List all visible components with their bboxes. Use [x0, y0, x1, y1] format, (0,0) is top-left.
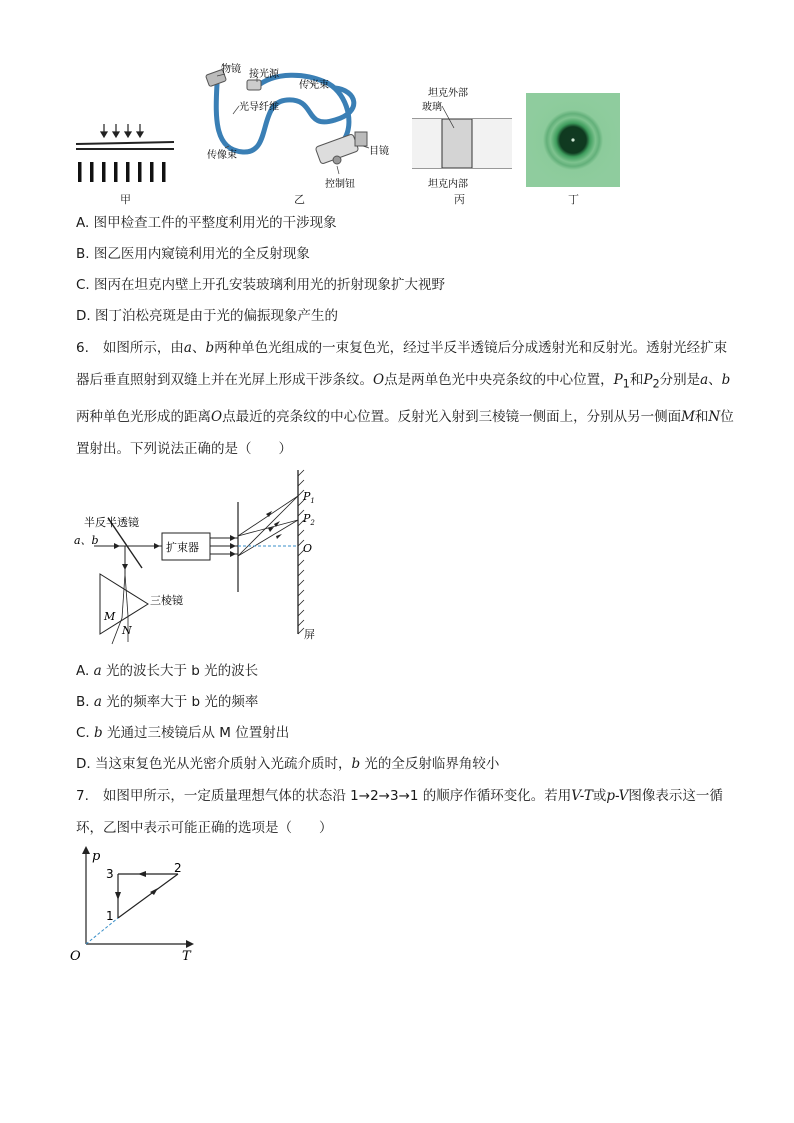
label-N: N: [122, 624, 132, 637]
label-objective: 物镜: [221, 64, 241, 75]
label-expander: 扩束器: [166, 541, 199, 554]
label-glass: 玻璃: [422, 102, 442, 113]
label-P1: $P_1$: [303, 490, 315, 505]
figure-bing-tank: [410, 84, 514, 189]
label-P2: $P_2$: [303, 512, 315, 527]
q5-option-a: A. 图甲检查工件的平整度利用光的干涉现象: [76, 215, 337, 231]
q6-stem: 6. 如图所示，由a、b两种单色光组成的一束复色光，经过半反半透镜后分成透射光和反射光。透射光经扩束器后垂直照射到双缝上并在光屏上形成干涉条纹。O点是两单色光中央亮条纹的中心位置，$P_1$和$P_2$分别是a、b两种单色光形成的距离O点最近的亮条纹的中心位置。反射光入射到三棱镜一侧面上，分别从另一侧面M和N位置射出。下列说法正确的是（ ）: [76, 340, 734, 457]
figure-bing-label: 丙: [454, 193, 465, 206]
axis-label-T: T: [182, 949, 191, 964]
state-label-1: 1: [106, 909, 114, 923]
label-half-mirror: 半反半透镜: [84, 516, 139, 529]
label-fiber: 光导纤维: [239, 102, 279, 113]
state-label-3: 3: [106, 867, 114, 881]
figure-ding-label: 丁: [568, 193, 579, 206]
q7-stem: 7. 如图甲所示，一定质量理想气体的状态沿 1→2→3→1 的顺序作循环变化。若用V-T或p-V图像表示这一循环，乙图中表示可能正确的选项是（ ）: [76, 788, 723, 836]
origin-label-O: O: [70, 949, 81, 964]
figure-q6-double-slit: [70, 466, 340, 648]
q6-option-c: C. b 光通过三棱镜后从 M 位置射出: [76, 725, 290, 741]
figure-yi-endoscope: [195, 60, 405, 195]
state-label-2: 2: [174, 861, 182, 875]
figure-yi-label: 乙: [294, 193, 305, 206]
q5-option-c: C. 图丙在坦克内壁上开孔安装玻璃利用光的折射现象扩大视野: [76, 277, 446, 293]
label-light-source: 接光源: [249, 69, 279, 80]
label-screen: 屏: [304, 628, 315, 641]
figure-ding-poisson-spot: [526, 93, 620, 187]
label-eyepiece: 目镜: [369, 146, 389, 157]
axis-label-p: p: [92, 849, 101, 864]
q6-option-a: A. a 光的波长大于 b 光的波长: [76, 663, 259, 679]
label-image-beam: 传像束: [207, 150, 237, 161]
figure-jia-label: 甲: [120, 193, 131, 206]
label-control: 控制钮: [325, 179, 355, 190]
q6-option-b: B. a 光的频率大于 b 光的频率: [76, 694, 259, 710]
label-ab: a、b: [74, 534, 99, 547]
figure-q7-pT-diagram: [66, 842, 206, 968]
label-M: M: [104, 610, 116, 623]
q5-option-d: D. 图丁泊松亮斑是由于光的偏振现象产生的: [76, 308, 338, 324]
label-prism: 三棱镜: [150, 594, 183, 607]
label-tank-outside: 坦克外部: [428, 88, 468, 99]
q5-option-b: B. 图乙医用内窥镜利用光的全反射现象: [76, 246, 310, 262]
label-O: O: [303, 542, 313, 555]
label-light-beam: 传光束: [299, 80, 329, 91]
label-tank-inside: 坦克内部: [428, 179, 468, 189]
figure-jia: [70, 118, 182, 188]
q6-option-d: D. 当这束复色光从光密介质射入光疏介质时，b 光的全反射临界角较小: [76, 756, 500, 772]
